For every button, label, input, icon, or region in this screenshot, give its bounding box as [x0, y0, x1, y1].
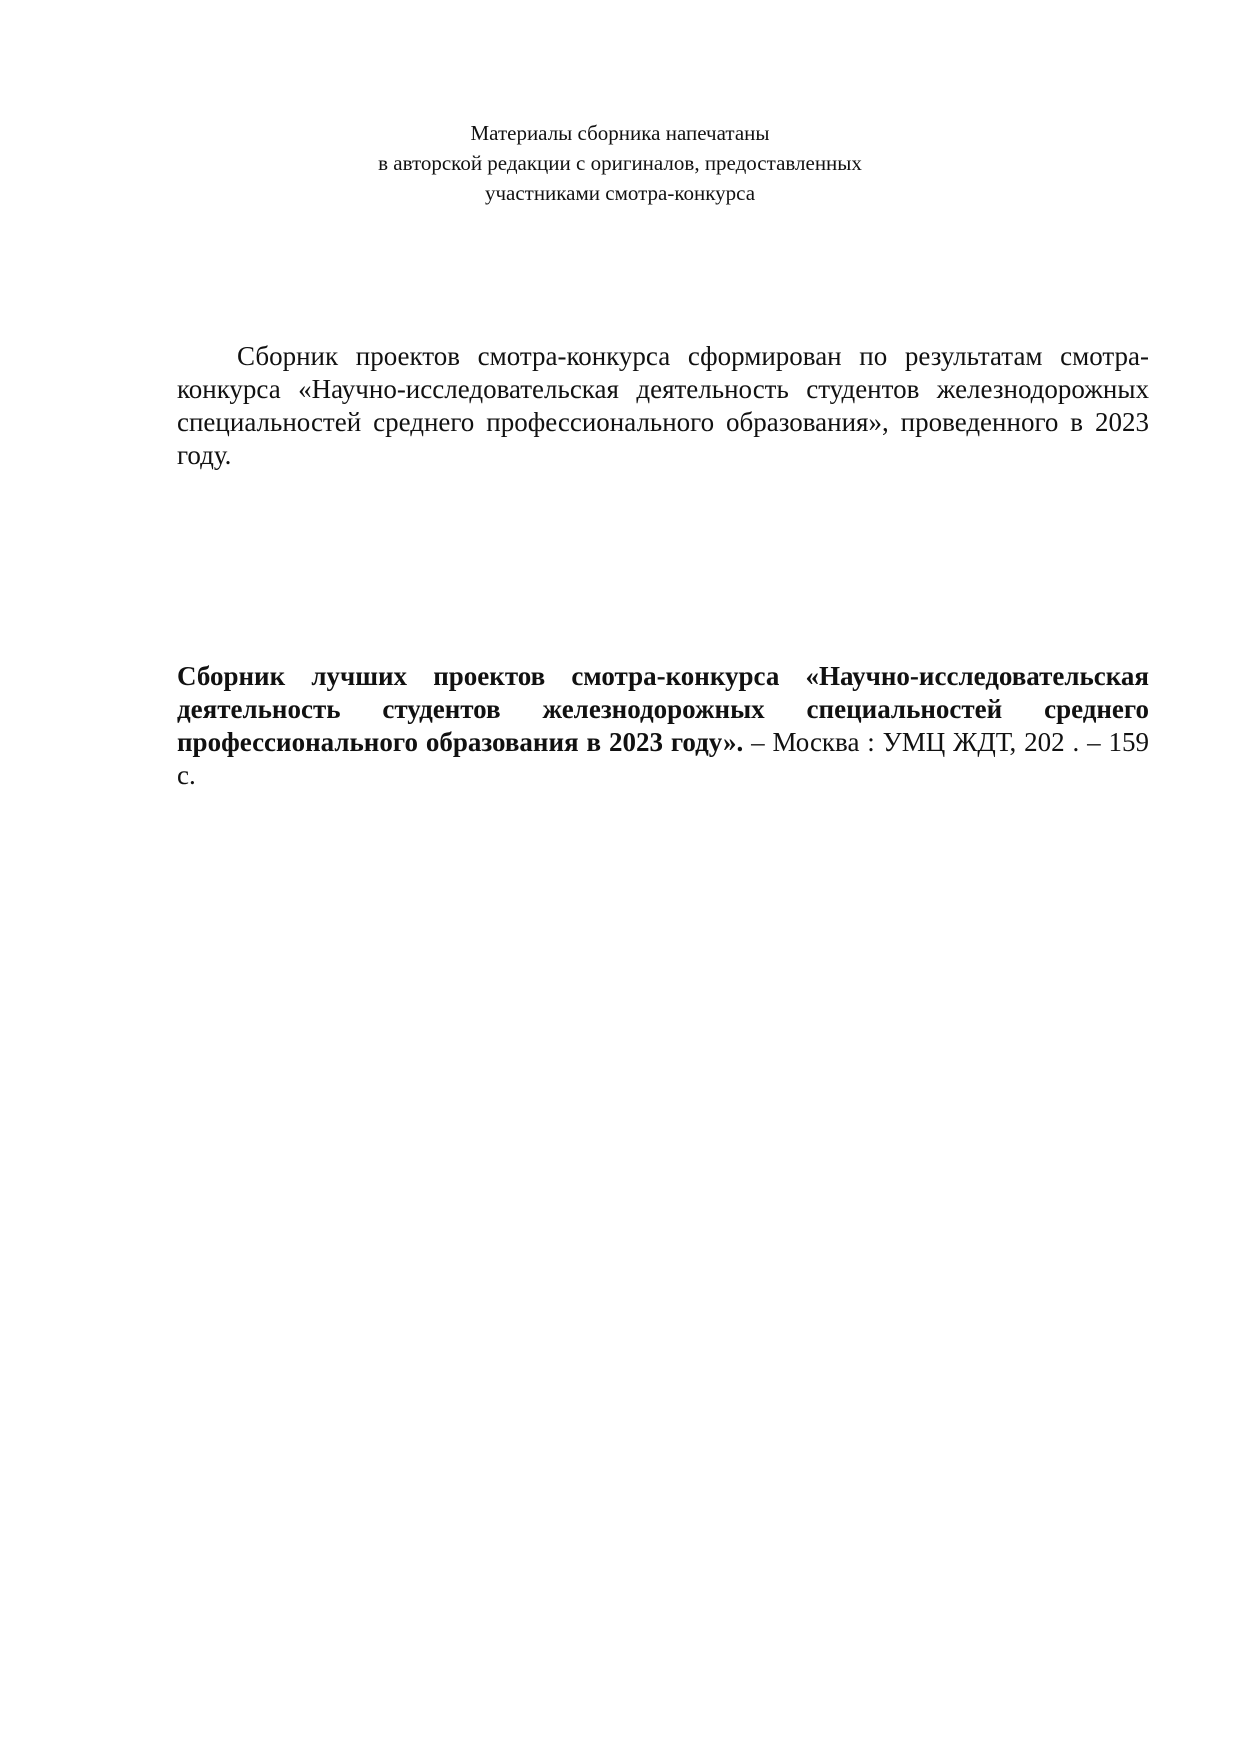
- bibliographic-citation: [177, 660, 1149, 792]
- notice-line-3: участниками смотра-конкурса: [484, 181, 756, 205]
- collection-description: Сборник проектов смотра-конкурса сформирован по результатам смотра-конкурса «Научно-исследовательская деятельность студентов железнодорожных специальностей среднего профессионального образования», проведенного в 2023 году.: [177, 341, 1149, 470]
- notice-line-1: Материалы сборника напечатаны: [470, 121, 770, 145]
- publication-notice: [0, 118, 1240, 208]
- notice-line-2: в авторской редакции с оригиналов, предоставленных: [378, 151, 862, 175]
- citation-title: Сборник лучших проектов смотра-конкурса «Научно-исследовательская деятельность студентов железнодорожных специальностей среднего профессионального образования в 2023 году».: [177, 661, 1149, 757]
- citation-details: – Москва : УМЦ ЖДТ, 202 . – 159 с.: [177, 727, 1149, 790]
